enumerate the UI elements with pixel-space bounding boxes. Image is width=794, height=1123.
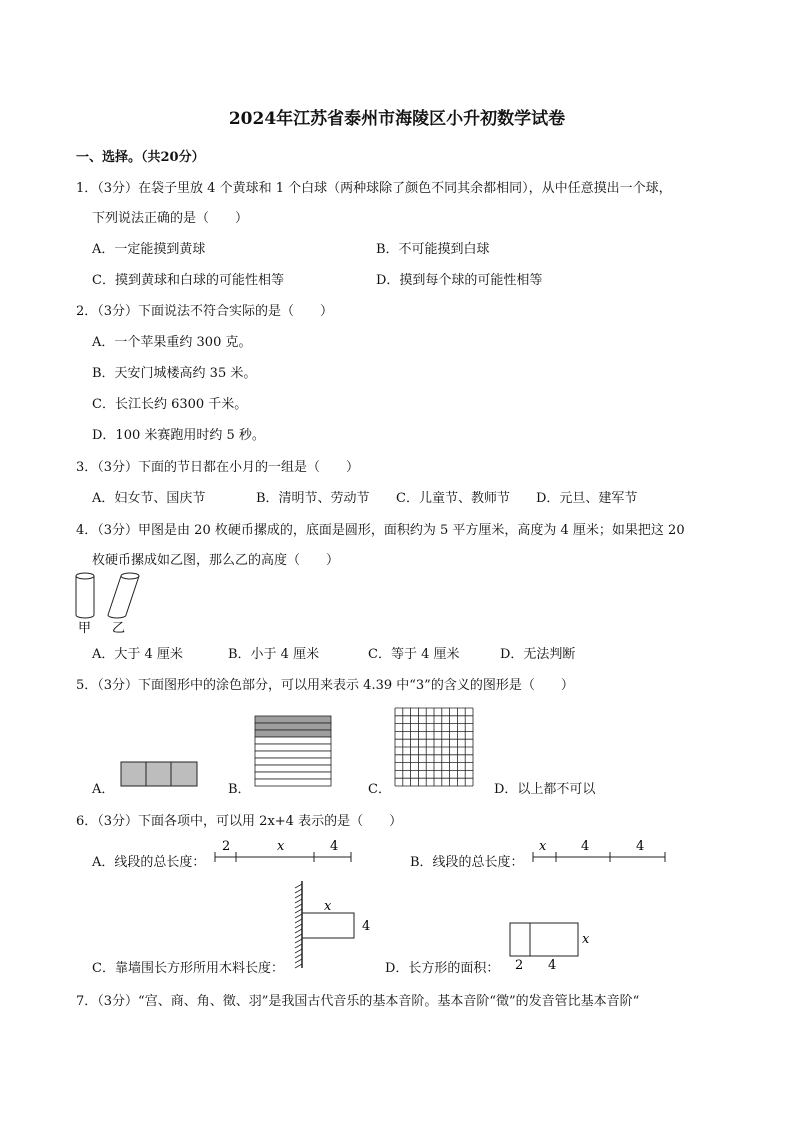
wall-hatch	[295, 889, 302, 893]
q2-option-a: A．一个苹果重约 300 克。	[92, 335, 252, 350]
segment-a-label-3: 4	[330, 839, 339, 854]
q5-option-b: B．	[228, 782, 251, 797]
q2-option-b: B．天安门城楼高约 35 米。	[92, 366, 257, 381]
segment-b-label-2: 4	[581, 839, 590, 854]
q2-option-d: D．100 米赛跑用时约 5 秒。	[92, 428, 265, 443]
q4-option-a: A．大于 4 厘米	[92, 647, 183, 662]
wall-hatch	[295, 954, 302, 958]
wall-hatch	[295, 949, 302, 953]
strip-row	[255, 744, 331, 751]
strip-row	[255, 779, 331, 786]
segment-a-label-1: 2	[222, 839, 231, 854]
question-5-stem: 5．（3分）下面图形中的涂色部分，可以用来表示 4.39 中“3”的含义的图形是（ ）	[76, 678, 574, 693]
q1-option-b: B．不可能摸到白球	[376, 242, 490, 257]
page-title: 2024年江苏省泰州市海陵区小升初数学试卷	[228, 109, 566, 129]
q1-option-c: C．摸到黄球和白球的可能性相等	[92, 273, 284, 288]
wall-rectangle-figure	[292, 880, 382, 970]
wall-hatch	[295, 904, 302, 908]
wall-hatch	[295, 884, 302, 888]
wall-label-4: 4	[362, 919, 371, 934]
wall-hatch	[295, 934, 302, 938]
q3-option-b: B．清明节、劳动节	[256, 491, 370, 506]
three-shaded-squares	[120, 761, 198, 787]
question-4-stem-cont: 枚硬币摞成如乙图，那么乙的高度（ ）	[92, 553, 340, 568]
wall-hatch	[295, 899, 302, 903]
strip-row	[255, 765, 331, 772]
wall-hatch	[295, 919, 302, 923]
wall-hatch	[295, 929, 302, 933]
strip-row	[255, 730, 331, 737]
hundred-grid-figure	[394, 707, 474, 787]
q5-option-c: C．	[368, 782, 391, 797]
cylinder-bottom	[76, 615, 94, 618]
wall-hatch	[295, 939, 302, 943]
q2-option-c: C．长江长约 6300 千米。	[92, 397, 248, 412]
segment-b-label-1: x	[539, 839, 547, 854]
q5-option-d: D．以上都不可以	[494, 782, 596, 797]
slanted-stack-top	[121, 573, 139, 579]
area-label-4: 4	[548, 958, 557, 973]
wall-label-x: x	[324, 899, 332, 914]
label-jia: 甲	[78, 621, 92, 636]
slanted-stack-bottom	[108, 615, 126, 618]
strip-row	[255, 737, 331, 744]
area-label-2: 2	[515, 958, 524, 973]
q3-option-c: C．儿童节、教师节	[396, 491, 510, 506]
segment-b-label-3: 4	[636, 839, 645, 854]
question-7-stem: 7．（3分）“宫、商、角、徵、羽”是我国古代音乐的基本音阶。基本音阶“徵”的发音管比基本音阶“	[76, 994, 640, 1009]
strip-row	[255, 772, 331, 779]
q3-option-a: A．妇女节、国庆节	[92, 491, 206, 506]
area-label-x: x	[582, 932, 590, 947]
segment-b-figure	[532, 838, 668, 864]
question-2-stem: 2．（3分）下面说法不符合实际的是（ ）	[76, 304, 334, 319]
label-yi: 乙	[112, 621, 126, 636]
q1-option-a: A．一定能摸到黄球	[92, 242, 206, 257]
section-heading: 一、选择。（共20分）	[76, 150, 205, 165]
wall-hatch	[295, 894, 302, 898]
coin-stacks-figure	[72, 570, 152, 636]
wall-hatch	[295, 944, 302, 948]
q3-option-d: D．元旦、建军节	[536, 491, 638, 506]
wall-hatch	[295, 914, 302, 918]
question-6-stem: 6．（3分）下面各项中，可以用 2x+4 表示的是（ ）	[76, 814, 403, 829]
question-1-stem: 1．（3分）在袋子里放 4 个黄球和 1 个白球（两种球除了颜色不同其余都相同），从中任意摸出一个球，	[76, 181, 672, 196]
q4-option-c: C．等于 4 厘米	[368, 647, 460, 662]
wall-hatch	[295, 964, 302, 968]
wall-hatch	[295, 924, 302, 928]
strip-row	[255, 716, 331, 723]
segment-a-label-2: x	[277, 839, 285, 854]
q6-option-d: D．长方形的面积：	[385, 961, 500, 976]
area-rectangle-figure	[506, 920, 606, 972]
strip-row	[255, 723, 331, 730]
strip-row	[255, 758, 331, 765]
q5-option-a: A．	[92, 782, 115, 797]
question-4-stem: 4．（3分）甲图是由 20 枚硬币摞成的，底面是圆形，面积约为 5 平方厘米，高度为 4 厘米；如果把这 20	[76, 523, 685, 538]
question-3-stem: 3．（3分）下面的节日都在小月的一组是（ ）	[76, 460, 360, 475]
q6-option-a: A．线段的总长度：	[92, 855, 206, 870]
q6-option-c: C．靠墙围长方形所用木料长度：	[92, 961, 284, 976]
strip-row	[255, 751, 331, 758]
question-1-stem-cont: 下列说法正确的是（ ）	[92, 211, 249, 226]
cylinder-top	[76, 573, 94, 579]
q1-option-d: D．摸到每个球的可能性相等	[376, 273, 543, 288]
q6-option-b: B．线段的总长度：	[410, 855, 524, 870]
wall-hatch	[295, 909, 302, 913]
segment-a-figure	[214, 838, 354, 864]
q4-option-b: B．小于 4 厘米	[228, 647, 320, 662]
slanted-stack-side-right	[126, 576, 139, 615]
wall-hatch	[295, 959, 302, 963]
tenths-strip-figure	[254, 715, 332, 787]
q4-option-d: D．无法判断	[500, 647, 576, 662]
slanted-stack-side-left	[108, 576, 121, 615]
